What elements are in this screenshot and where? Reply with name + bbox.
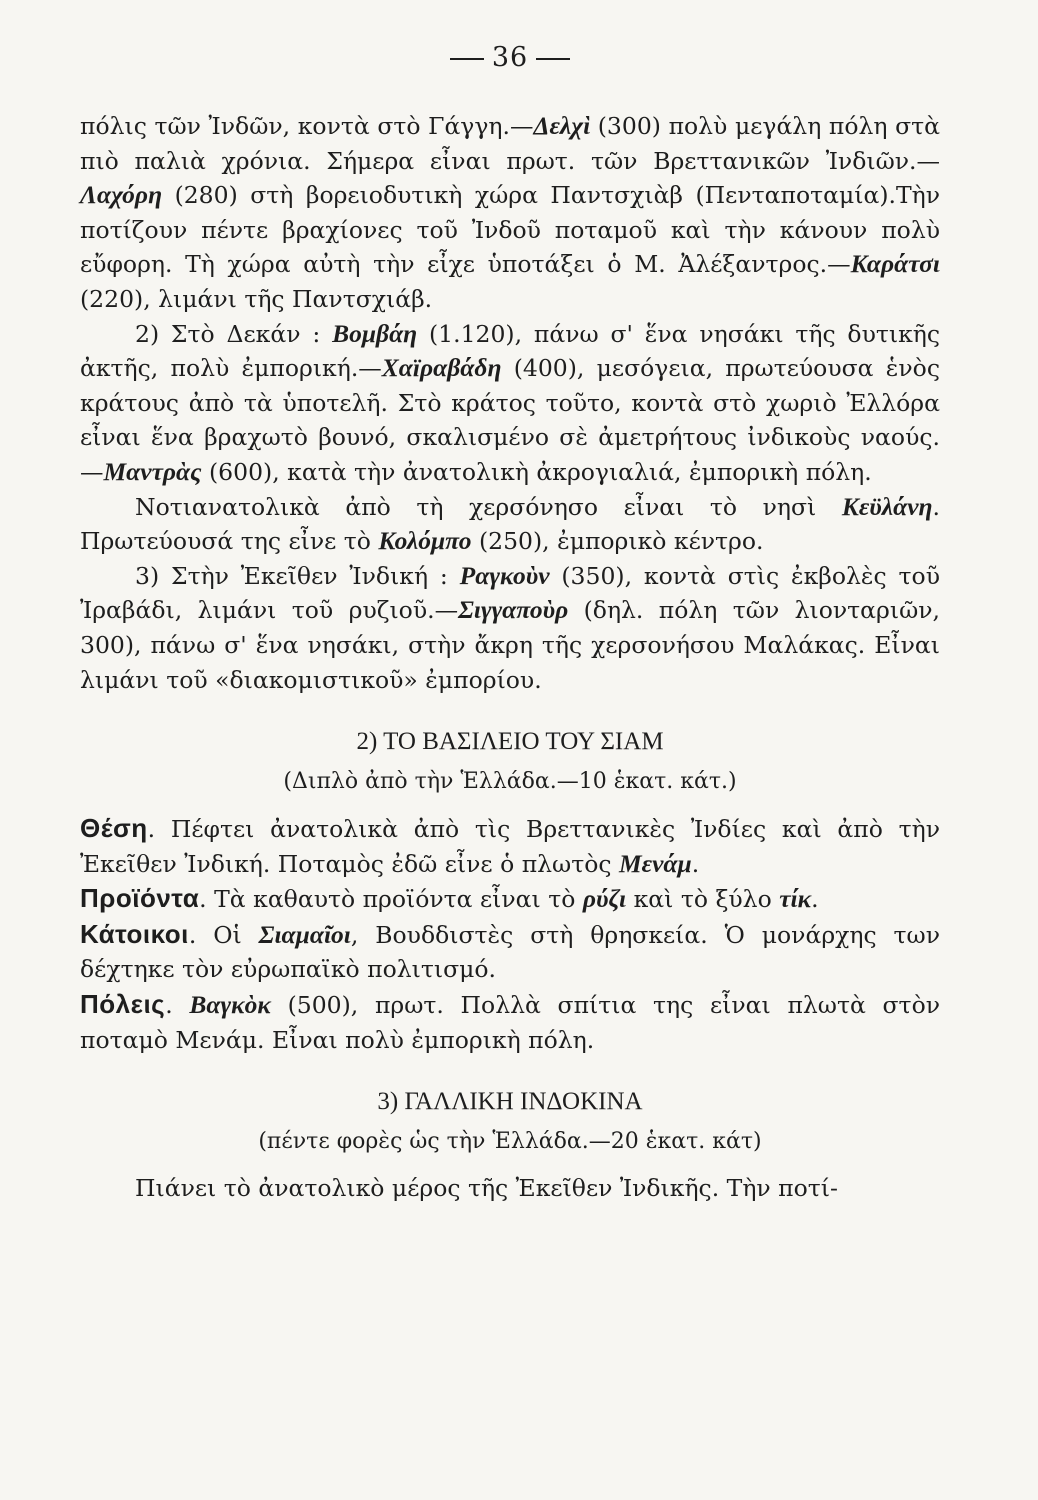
text-run: . Πρωτεύουσά της εἶνε τὸ bbox=[80, 492, 940, 556]
page-number-dash-right bbox=[536, 58, 570, 60]
text-run: (400), μεσόγεια, πρωτεύουσα ἑνὸς κράτους ἀπὸ τὰ ὑποτελῆ. Στὸ κράτος τοῦτο, κοντὰ στὸ χωριὸ Ἐλλόρα εἶναι ἕνα βραχωτὸ βουνό, σκαλισμένο σὲ ἀμετρήτους ἰνδικοὺς ναούς.— bbox=[80, 354, 940, 486]
term-siamese: Σιαμαῖοι bbox=[258, 919, 351, 949]
place-delhi: Δελχὶ bbox=[533, 111, 591, 140]
text-run: πόλις τῶν Ἰνδῶν, κοντὰ στὸ Γάγγη.— bbox=[80, 112, 534, 140]
paragraph-siam-inhabitants bbox=[80, 917, 940, 987]
text-run: (280) στὴ βορειοδυτικὴ χώρα Παντσχιὰβ (Πενταποταμία).Τὴν ποτίζουν πέντε βραχίονες τοῦ Ἰνδοῦ ποταμοῦ καὶ τὴν κάνουν πολὺ εὔφορη. Τὴ χώρα αὐτὴ τὴν εἶχε ὑποτάξει ὁ Μ. Ἀλέξαντρος.— bbox=[80, 181, 940, 279]
text-run: (220), λιμάνι τῆς Παντσχιάβ. bbox=[80, 284, 433, 313]
term-rice: ρύζι bbox=[582, 884, 627, 914]
text-run: (1.120), πάνω σ' ἕνα νησάκι τῆς δυτικῆς ἀκτῆς, πολὺ ἐμπορική.— bbox=[80, 319, 940, 383]
place-lahore: Λαχόρη bbox=[80, 180, 163, 210]
text-run: Νοτιανατολικὰ ἀπὸ τὴ χερσόνησο εἶναι τὸ νησὶ bbox=[135, 492, 842, 521]
text-run: . bbox=[811, 885, 819, 914]
text-run: . bbox=[165, 991, 190, 1020]
section-subtitle-indochina: (πέντε φορὲς ὡς τὴν Ἑλλάδα.—20 ἑκατ. κάτ) bbox=[258, 1129, 762, 1155]
text-run: (300) πολὺ μεγάλη πόλη στὰ πιὸ παλιὰ χρόνια. Σήμερα εἶναι πρωτ. τῶν Βρεττανικῶν Ἰνδιῶν.— bbox=[80, 112, 940, 175]
section-title-indochina: 3) ΓΑΛΛΙΚΗ ΙΝΔΟΚΙΝΑ bbox=[377, 1088, 643, 1116]
text-run: (500), πρωτ. Πολλὰ σπίτια της εἶναι πλωτὰ στὸν ποταμὸ Μενάμ. Εἶναι πολὺ ἐμπορικὴ πόλη. bbox=[80, 991, 940, 1054]
text-run: (600), κατὰ τὴν ἀνατολικὴ ἀκρογιαλιά, ἐμπορικὴ πόλη. bbox=[201, 457, 872, 486]
text-run: . Οἱ bbox=[188, 920, 259, 949]
place-bombay: Βομβάη bbox=[332, 318, 418, 348]
place-singapore: Σιγγαποὺρ bbox=[458, 595, 569, 625]
text-run: 2) Στὸ Δεκάν : bbox=[135, 319, 333, 348]
lead-inhabitants: Κάτοικοι bbox=[80, 918, 189, 949]
place-rangoon: Ραγκοὺν bbox=[459, 560, 550, 590]
book-page bbox=[80, 42, 940, 1206]
place-ceylon: Κεϋλάνη bbox=[841, 491, 933, 521]
place-madras: Μαντρὰς bbox=[103, 456, 202, 486]
paragraph-further-india bbox=[80, 559, 940, 697]
section-subtitle-siam: (Διπλὸ ἀπὸ τὴν Ἑλλάδα.—10 ἑκατ. κάτ.) bbox=[283, 769, 737, 795]
place-karachi: Καράτσι bbox=[850, 249, 940, 279]
text-run: . bbox=[691, 849, 700, 878]
lead-position: Θέση bbox=[80, 813, 148, 844]
text-run: (250), ἐμπορικὸ κέντρο. bbox=[471, 527, 764, 556]
place-hyderabad: Χαϊραβάδη bbox=[381, 353, 502, 383]
page-number-value: 36 bbox=[491, 42, 529, 73]
paragraph-siam-cities bbox=[80, 987, 940, 1057]
paragraph-siam-position bbox=[80, 811, 940, 881]
text-run: καὶ τὸ ξύλο bbox=[626, 885, 780, 914]
text-run: , Βουδδιστὲς στὴ θρησκεία. Ὁ μονάρχης των δέχτηκε τὸν εὐρωπαϊκὸ πολιτισμό. bbox=[80, 920, 940, 984]
term-teak: τίκ bbox=[779, 884, 812, 914]
place-menam: Μενάμ bbox=[618, 848, 692, 878]
text-run: 3) Στὴν Ἐκεῖθεν Ἰνδική : bbox=[135, 561, 460, 590]
place-colombo: Κολόμπο bbox=[378, 526, 472, 556]
text-run: (δηλ. πόλη τῶν λιονταριῶν, 300), πάνω σ' ἕνα νησάκι, στὴν ἄκρη τῆς χερσονήσου Μαλάκας. Εἶναι λιμάνι τοῦ «διακομιστικοῦ» ἐμπορίου. bbox=[80, 596, 940, 694]
section-title-siam: 2) ΤΟ ΒΑΣΙΛΕΙΟ ΤΟΥ ΣΙΑΜ bbox=[356, 728, 664, 756]
paragraph-punjab bbox=[80, 109, 940, 317]
text-run: . Πέφτει ἀνατολικὰ ἀπὸ τὶς Βρεττανικὲς Ἰνδίες καὶ ἀπὸ τὴν Ἐκεῖθεν Ἰνδική. Ποταμὸς ἐδῶ εἶνε ὁ πλωτὸς bbox=[80, 815, 940, 878]
paragraph-deccan bbox=[80, 317, 940, 490]
paragraph-ceylon bbox=[80, 490, 940, 559]
page-number-dash-left bbox=[450, 58, 484, 60]
text-run: . Τὰ καθαυτὸ προϊόντα εἶναι τὸ bbox=[199, 885, 583, 914]
page-number bbox=[80, 42, 940, 73]
place-bangkok: Βαγκὸκ bbox=[189, 990, 271, 1020]
paragraph-indochina: Πιάνει τὸ ἀνατολικὸ μέρος τῆς Ἐκεῖθεν Ἰνδικῆς. Τὴν ποτί- bbox=[135, 1174, 838, 1203]
text-run: (350), κοντὰ στὶς ἐκβολὲς τοῦ Ἰραβάδι, λιμάνι τοῦ ρυζιοῦ.— bbox=[80, 561, 940, 625]
lead-cities: Πόλεις bbox=[80, 989, 166, 1020]
lead-products: Προϊόντα bbox=[80, 883, 200, 914]
paragraph-siam-products bbox=[80, 881, 940, 917]
